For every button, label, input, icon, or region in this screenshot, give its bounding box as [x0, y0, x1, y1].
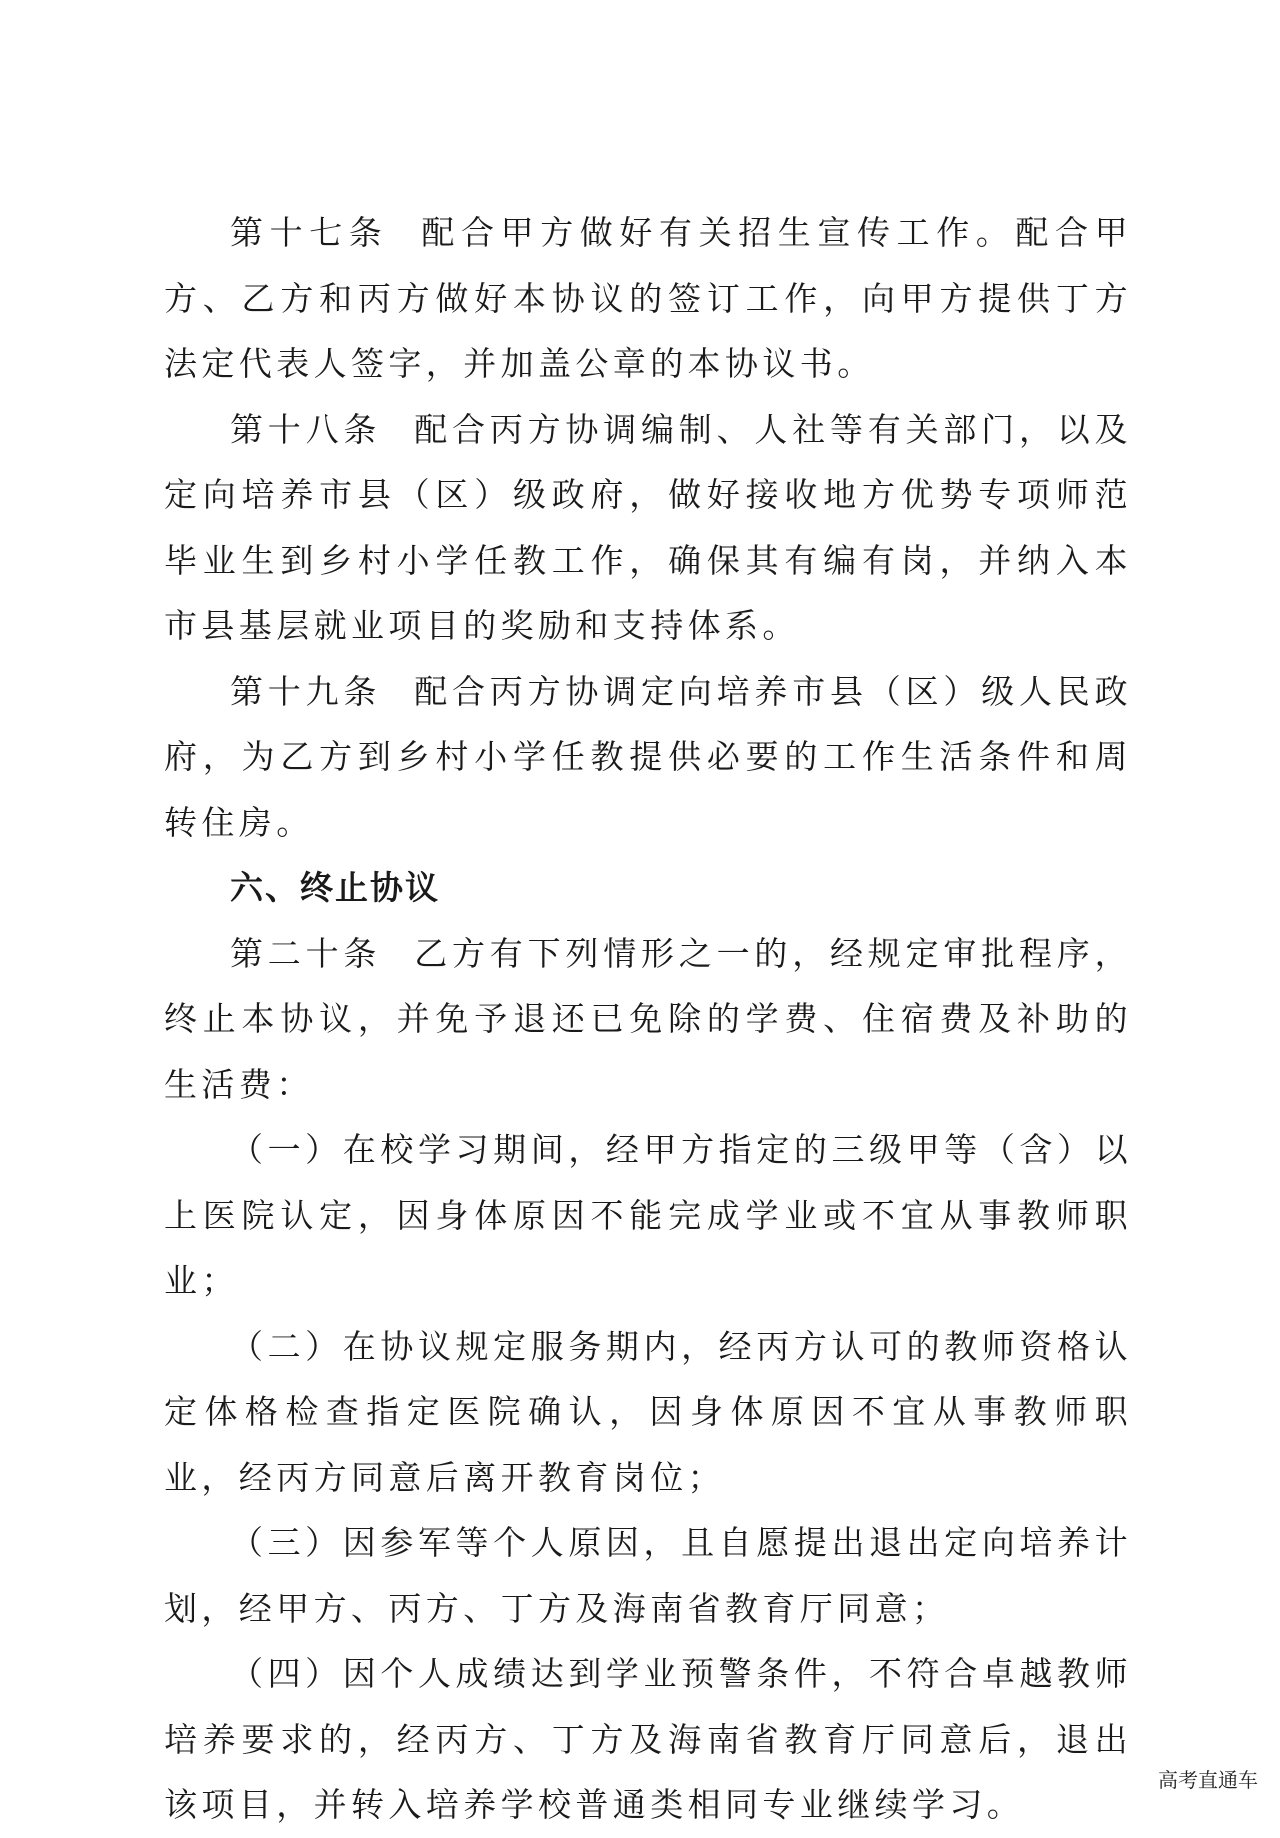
watermark: 高考直通车	[1158, 1768, 1258, 1792]
article-19	[164, 659, 1132, 856]
article-20-number: 第二十条	[230, 933, 382, 973]
list-item-2: （二）在协议规定服务期内，经丙方认可的教师资格认定体格检查指定医院确认，因身体原因不宜从事教师职业，经丙方同意后离开教育岗位；	[164, 1326, 1132, 1497]
article-18-text: 配合丙方协调编制、人社等有关部门，以及定向培养市县（区）级政府，做好接收地方优势专项师范毕业生到乡村小学任教工作，确保其有编有岗，并纳入本市县基层就业项目的奖励和支持体系。	[164, 409, 1132, 645]
article-17-text: 配合甲方做好有关招生宣传工作。配合甲方、乙方和丙方做好本协议的签订工作，向甲方提供丁方法定代表人签字，并加盖公章的本协议书。	[164, 213, 1132, 383]
article-17	[164, 200, 1132, 397]
article-20-text: 乙方有下列情形之一的，经规定审批程序，终止本协议，并免予退还已免除的学费、住宿费及补助的生活费：	[164, 933, 1132, 1104]
list-item-3: （三）因参军等个人原因，且自愿提出退出定向培养计划，经甲方、丙方、丁方及海南省教育厅同意；	[164, 1523, 1132, 1628]
article-18-number: 第十八条	[230, 409, 382, 449]
list-item-1: （一）在校学习期间，经甲方指定的三级甲等（含）以上医院认定，因身体原因不能完成学业或不宜从事教师职业；	[164, 1130, 1132, 1300]
document-page	[164, 200, 1132, 1838]
article-20	[164, 921, 1132, 1118]
article-19-text: 配合丙方协调定向培养市县（区）级人民政府，为乙方到乡村小学任教提供必要的工作生活条件和周转住房。	[164, 671, 1132, 842]
article-18	[164, 397, 1132, 659]
list-item-4: （四）因个人成绩达到学业预警条件，不符合卓越教师培养要求的，经丙方、丁方及海南省教育厅同意后，退出该项目，并转入培养学校普通类相同专业继续学习。	[164, 1654, 1132, 1824]
article-17-number: 第十七条	[230, 213, 389, 252]
article-19-number: 第十九条	[230, 671, 382, 711]
section-heading: 六、终止协议	[230, 868, 440, 907]
